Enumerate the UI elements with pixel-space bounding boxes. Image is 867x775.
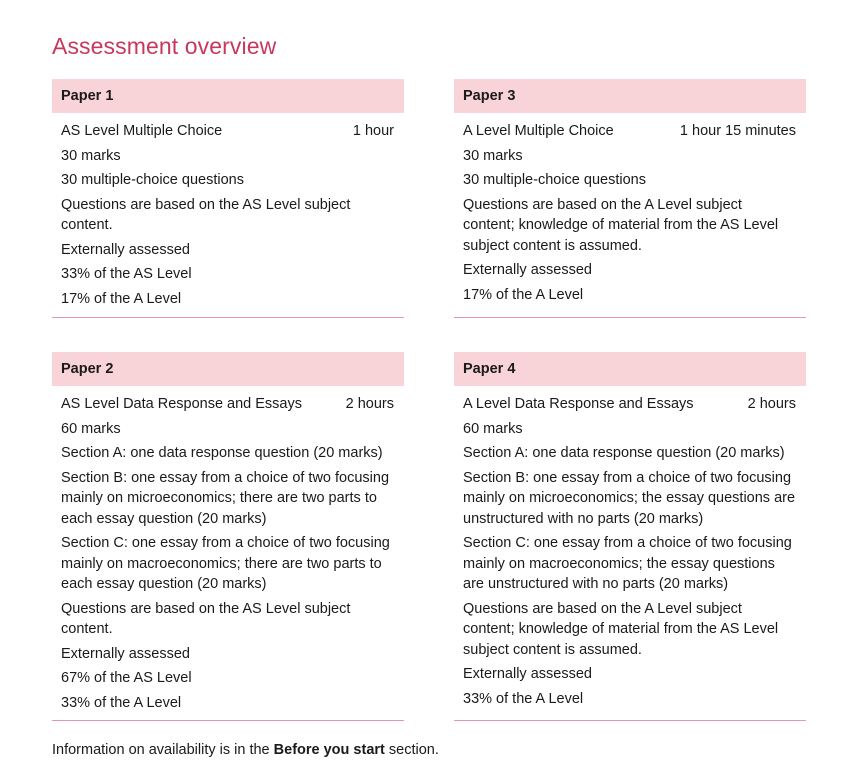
- paper-component-row: [463, 394, 796, 415]
- paper-body: [52, 113, 404, 309]
- paper-detail-line: 33% of the A Level: [463, 690, 584, 707]
- paper-detail-line: Section C: one essay from a choice of two focusing mainly on macroeconomics; there are two parts to each essay question (20 marks): [61, 535, 390, 592]
- paper-body: [454, 113, 806, 305]
- paper-detail-line: Section A: one data response question (20 marks): [463, 445, 785, 461]
- paper-detail-line: Questions are based on the AS Level subject content.: [61, 600, 351, 637]
- paper-body: [52, 386, 404, 713]
- paper-header: Paper 2: [52, 352, 404, 386]
- paper-detail-line: 33% of the AS Level: [61, 266, 192, 282]
- availability-note: [52, 740, 439, 760]
- component-duration: 1 hour: [352, 123, 394, 139]
- paper-detail-line: Externally assessed: [61, 241, 190, 258]
- paper-detail-line: 30 marks: [463, 147, 523, 164]
- component-name: A Level Data Response and Essays: [463, 396, 694, 412]
- paper-component-row: [61, 121, 394, 142]
- component-name: AS Level Multiple Choice: [61, 123, 223, 139]
- paper-detail-line: Questions are based on the A Level subject content; knowledge of material from the AS Level subject content is assumed.: [463, 600, 779, 658]
- component-name: AS Level Data Response and Essays: [61, 396, 302, 412]
- paper-header: Paper 4: [454, 352, 806, 386]
- paper-4-box: [454, 352, 806, 721]
- paper-1-box: [52, 79, 404, 318]
- paper-detail-line: Externally assessed: [463, 262, 592, 278]
- paper-detail-line: 17% of the A Level: [61, 290, 182, 307]
- paper-header: Paper 3: [454, 79, 806, 113]
- paper-component-row: [61, 394, 394, 415]
- paper-detail-line: Questions are based on the A Level subject content; knowledge of material from the AS Level subject content is assumed.: [463, 196, 779, 254]
- footer-text-after: section.: [384, 742, 439, 758]
- paper-detail-line: 30 marks: [61, 147, 121, 164]
- paper-detail-line: Section A: one data response question (20 marks): [61, 445, 383, 461]
- paper-detail-line: Externally assessed: [463, 666, 592, 682]
- paper-detail-line: 30 multiple-choice questions: [61, 172, 244, 188]
- paper-detail-line: Section C: one essay from a choice of two focusing mainly on macroeconomics; the essay questions are unstructured with no parts (20 marks): [463, 535, 792, 592]
- paper-detail-line: Section B: one essay from a choice of two focusing mainly on microeconomics; there are two parts to each essay question (20 marks): [61, 469, 390, 527]
- paper-detail-line: Section B: one essay from a choice of two focusing mainly on microeconomics; the essay questions are unstructured with no parts (20 marks): [463, 469, 796, 527]
- paper-detail-line: 60 marks: [61, 420, 121, 437]
- paper-detail-line: 60 marks: [463, 420, 523, 437]
- paper-body: [454, 386, 806, 709]
- component-name: A Level Multiple Choice: [463, 123, 614, 139]
- component-duration: 2 hours: [345, 396, 394, 412]
- paper-detail-line: 30 multiple-choice questions: [463, 172, 646, 188]
- paper-detail-line: 33% of the A Level: [61, 694, 182, 711]
- paper-2-box: [52, 352, 404, 721]
- paper-component-row: [463, 121, 796, 142]
- component-duration: 2 hours: [747, 396, 796, 412]
- footer-text-before: Information on availability is in the: [52, 742, 274, 758]
- component-duration: 1 hour 15 minutes: [679, 123, 796, 139]
- paper-detail-line: Questions are based on the AS Level subject content.: [61, 196, 351, 233]
- paper-detail-line: 17% of the A Level: [463, 286, 584, 303]
- paper-detail-line: Externally assessed: [61, 645, 190, 662]
- page-title: Assessment overview: [52, 33, 277, 59]
- footer-text-bold: Before you start: [273, 742, 385, 758]
- paper-detail-line: 67% of the AS Level: [61, 670, 192, 686]
- paper-3-box: [454, 79, 806, 318]
- paper-header: Paper 1: [52, 79, 404, 113]
